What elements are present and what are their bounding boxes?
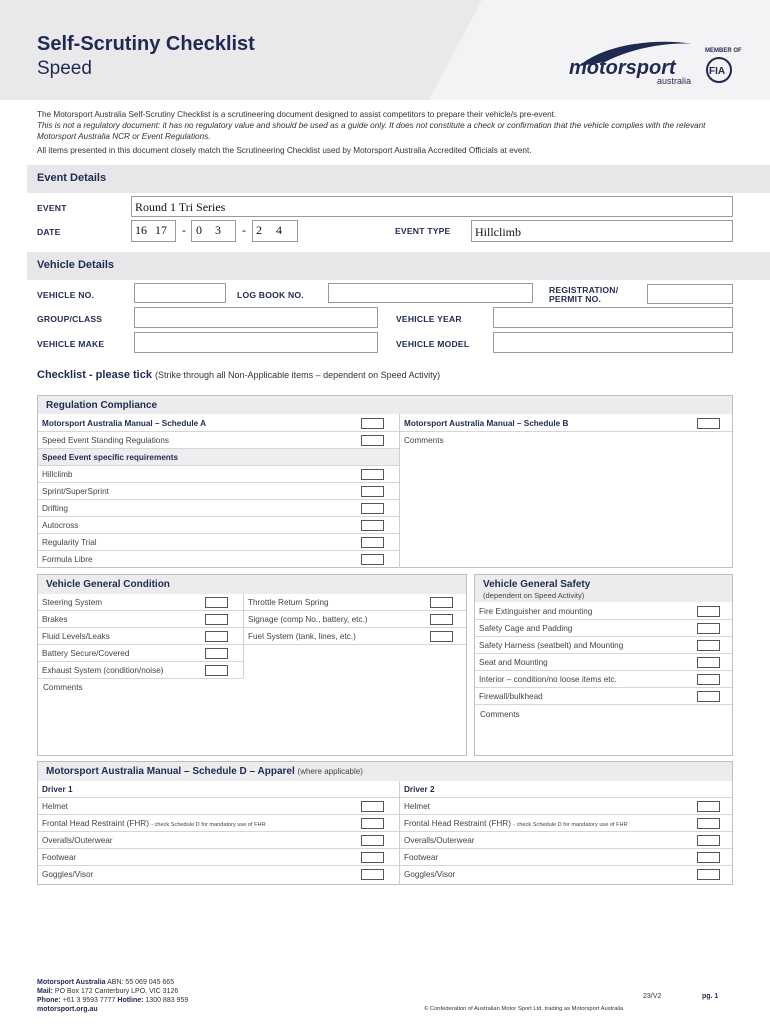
checklist-title-text: Checklist - please tick <box>37 369 152 381</box>
throttle-label: Throttle Return Spring <box>248 598 329 607</box>
vehicle-year-label: VEHICLE YEAR <box>396 314 462 324</box>
event-value: Round 1 Tri Series <box>135 200 226 214</box>
regulation-comments-area[interactable] <box>400 446 732 567</box>
d2-fhr-checkbox[interactable] <box>697 818 720 829</box>
battery-checkbox[interactable] <box>205 648 228 659</box>
sprint-row <box>38 483 399 500</box>
schedule-b-label: Motorsport Australia Manual – Schedule B <box>404 419 569 428</box>
cage-label: Safety Cage and Padding <box>479 624 573 633</box>
date-month-1: 0 <box>196 223 202 237</box>
date-sep-1: - <box>182 223 186 237</box>
d1-footwear-checkbox[interactable] <box>361 852 384 863</box>
date-sep-2: - <box>242 223 246 237</box>
extinguisher-row <box>475 603 732 620</box>
schedule-a-checkbox[interactable] <box>361 418 384 429</box>
throttle-checkbox[interactable] <box>430 597 453 608</box>
exhaust-checkbox[interactable] <box>205 665 228 676</box>
steering-checkbox[interactable] <box>205 597 228 608</box>
standing-regs-row <box>38 432 399 449</box>
interior-checkbox[interactable] <box>697 674 720 685</box>
member-of-label: MEMBER OF <box>705 48 742 54</box>
fuel-label: Fuel System (tank, lines, etc.) <box>248 632 356 641</box>
formula-libre-label: Formula Libre <box>42 555 93 564</box>
footer-website-link[interactable]: motorsport.org.au <box>37 1006 98 1013</box>
interior-label: Interior – condition/no loose items etc. <box>479 675 617 684</box>
firewall-label: Firewall/bulkhead <box>479 692 543 701</box>
regularity-row <box>38 534 399 551</box>
footer-copyright: © Confederation of Australian Motor Sport Ltd. trading as Motorsport Australia <box>424 1006 624 1012</box>
extinguisher-label: Fire Extinguisher and mounting <box>479 607 593 616</box>
footer-org: Motorsport Australia <box>37 979 106 986</box>
d1-fhr-row <box>38 815 399 832</box>
seat-row <box>475 654 732 671</box>
schedule-a-label: Motorsport Australia Manual – Schedule A <box>42 419 207 428</box>
d1-goggles-label: Goggles/Visor <box>42 870 94 879</box>
permit-label: PERMIT NO. <box>549 294 602 304</box>
date-year-1: 2 <box>256 223 262 237</box>
d2-footwear-checkbox[interactable] <box>697 852 720 863</box>
sprint-label: Sprint/SuperSprint <box>42 487 109 496</box>
steering-label: Steering System <box>42 598 103 607</box>
safety-comments-area[interactable] <box>475 720 732 755</box>
drifting-row <box>38 500 399 517</box>
checklist-title <box>37 369 440 381</box>
d1-helmet-checkbox[interactable] <box>361 801 384 812</box>
registration-field[interactable] <box>647 284 733 304</box>
d2-fhr-row <box>400 815 732 832</box>
d2-goggles-checkbox[interactable] <box>697 869 720 880</box>
page-subtitle: Speed <box>37 58 92 79</box>
d1-fhr-label: Frontal Head Restraint (FHR) <box>42 819 149 828</box>
seat-checkbox[interactable] <box>697 657 720 668</box>
brakes-checkbox[interactable] <box>205 614 228 625</box>
date-month-2: 3 <box>215 223 221 237</box>
drifting-label: Drifting <box>42 504 68 513</box>
cage-row <box>475 620 732 637</box>
date-day-2: 17 <box>155 223 167 237</box>
regularity-label: Regularity Trial <box>42 538 97 547</box>
brakes-label: Brakes <box>42 615 68 624</box>
signage-label: Signage (comp No., battery, etc.) <box>248 615 368 624</box>
general-safety-title: Vehicle General Safety <box>483 579 591 590</box>
intro-text <box>37 109 737 156</box>
signage-checkbox[interactable] <box>430 614 453 625</box>
autocross-checkbox[interactable] <box>361 520 384 531</box>
d2-overalls-label: Overalls/Outerwear <box>404 836 475 845</box>
registration-label: REGISTRATION/ <box>549 285 619 295</box>
interior-row <box>475 671 732 688</box>
formula-libre-checkbox[interactable] <box>361 554 384 565</box>
fia-text: FIA <box>709 66 726 77</box>
logo-subtext: australia <box>657 76 692 86</box>
vehicle-model-label: VEHICLE MODEL <box>396 339 470 349</box>
schedule-b-row <box>400 415 732 432</box>
apparel-note: (where applicable) <box>297 767 363 776</box>
general-safety-sub: (dependent on Speed Activity) <box>483 591 585 600</box>
exhaust-label: Exhaust System (condition/noise) <box>42 666 164 675</box>
d1-overalls-label: Overalls/Outerwear <box>42 836 113 845</box>
d2-fhr-note: - check Schedule D for mandatory use of FHR <box>513 822 628 828</box>
vehicle-year-field[interactable] <box>493 307 733 328</box>
regulation-comments-label: Comments <box>404 436 444 445</box>
d2-footwear-label: Footwear <box>404 853 439 862</box>
d2-footwear-row <box>400 849 732 866</box>
d2-overalls-row <box>400 832 732 849</box>
footer-hotline-label: Hotline: <box>117 997 144 1004</box>
page-title: Self-Scrutiny Checklist <box>37 33 255 55</box>
regularity-checkbox[interactable] <box>361 537 384 548</box>
regulation-compliance-header: Regulation Compliance <box>38 396 732 414</box>
d1-overalls-checkbox[interactable] <box>361 835 384 846</box>
event-type-value: Hillclimb <box>475 225 521 239</box>
date-day-1: 16 <box>135 223 147 237</box>
hillclimb-label: Hillclimb <box>42 470 73 479</box>
harness-label: Safety Harness (seatbelt) and Mounting <box>479 641 624 650</box>
autocross-row <box>38 517 399 534</box>
group-class-label: GROUP/CLASS <box>37 314 103 324</box>
hillclimb-checkbox[interactable] <box>361 469 384 480</box>
footer-mail: PO Box 172 Canterbury LPO, VIC 3126 <box>54 988 179 995</box>
driver1-label: Driver 1 <box>42 785 73 794</box>
formula-libre-row <box>38 551 399 568</box>
general-safety-header <box>475 575 732 602</box>
d2-helmet-checkbox[interactable] <box>697 801 720 812</box>
d1-footwear-label: Footwear <box>42 853 77 862</box>
d1-goggles-checkbox[interactable] <box>361 869 384 880</box>
checklist-note: (Strike through all Non-Applicable items – dependent on Speed Activity) <box>155 370 441 380</box>
logbook-field[interactable] <box>328 283 533 303</box>
standing-regs-label: Speed Event Standing Regulations <box>42 436 169 445</box>
event-type-label: EVENT TYPE <box>395 226 451 236</box>
d1-helmet-label: Helmet <box>42 802 68 811</box>
vehicle-no-label: VEHICLE NO. <box>37 290 95 300</box>
drifting-checkbox[interactable] <box>361 503 384 514</box>
firewall-checkbox[interactable] <box>697 691 720 702</box>
footer-phone-label: Phone: <box>37 997 61 1004</box>
logbook-label: LOG BOOK NO. <box>237 290 304 300</box>
d2-goggles-row <box>400 866 732 883</box>
d2-helmet-row <box>400 798 732 815</box>
footer-phone: +61 3 9593 7777 <box>62 997 116 1004</box>
harness-row <box>475 637 732 654</box>
footer-abn: ABN: 55 069 045 665 <box>107 979 175 986</box>
vehicle-make-label: VEHICLE MAKE <box>37 339 105 349</box>
firewall-row <box>475 688 732 705</box>
schedule-a-row <box>38 415 399 432</box>
date-label: DATE <box>37 227 61 237</box>
driver1-row <box>38 781 399 798</box>
cage-checkbox[interactable] <box>697 623 720 634</box>
safety-comments-label: Comments <box>480 710 520 719</box>
footer-page-number: pg. 1 <box>702 993 719 1000</box>
vehicle-details-title: Vehicle Details <box>37 259 115 271</box>
d2-goggles-label: Goggles/Visor <box>404 870 456 879</box>
event-field[interactable] <box>131 196 733 217</box>
autocross-label: Autocross <box>42 521 79 530</box>
footer-version: 23/V2 <box>643 993 662 1000</box>
logo-wordmark: motorsport <box>569 57 676 79</box>
seat-label: Seat and Mounting <box>479 658 548 667</box>
specific-reqs-row <box>38 449 399 466</box>
harness-checkbox[interactable] <box>697 640 720 651</box>
apparel-title: Motorsport Australia Manual – Schedule D – Apparel <box>46 766 295 777</box>
d1-overalls-row <box>38 832 399 849</box>
d2-fhr-label: Frontal Head Restraint (FHR) <box>404 819 511 828</box>
vehicle-model-field[interactable] <box>493 332 733 353</box>
general-condition-header: Vehicle General Condition <box>38 575 466 594</box>
d1-footwear-row <box>38 849 399 866</box>
condition-comments-area[interactable] <box>38 694 466 755</box>
fluid-checkbox[interactable] <box>205 631 228 642</box>
intro-paragraph-2: This is not a regulatory document: it has no regulatory value and should be used as a guide only. It does not constitute a check or confirmation that the vehicle complies with the relevant Motorsport Australia NCR or Event Regulations. <box>37 121 706 141</box>
hillclimb-row <box>38 466 399 483</box>
sprint-checkbox[interactable] <box>361 486 384 497</box>
footer-hotline: 1300 883 959 <box>145 997 189 1004</box>
d1-fhr-checkbox[interactable] <box>361 818 384 829</box>
footer-contact <box>37 978 188 1014</box>
fluid-label: Fluid Levels/Leaks <box>42 632 110 641</box>
standing-regs-checkbox[interactable] <box>361 435 384 446</box>
vehicle-make-field[interactable] <box>134 332 378 353</box>
group-class-field[interactable] <box>134 307 378 328</box>
d1-goggles-row <box>38 866 399 883</box>
date-year-2: 4 <box>276 223 282 237</box>
condition-comments-label: Comments <box>43 683 83 692</box>
extinguisher-checkbox[interactable] <box>697 606 720 617</box>
battery-label: Battery Secure/Covered <box>42 649 130 658</box>
specific-reqs-label: Speed Event specific requirements <box>42 453 179 462</box>
footer-mail-label: Mail: <box>37 988 53 995</box>
schedule-b-checkbox[interactable] <box>697 418 720 429</box>
vehicle-details-bar <box>27 252 770 280</box>
event-details-title: Event Details <box>37 172 107 184</box>
fuel-checkbox[interactable] <box>430 631 453 642</box>
vehicle-no-field[interactable] <box>134 283 226 303</box>
driver2-label: Driver 2 <box>404 785 435 794</box>
apparel-header <box>38 762 732 781</box>
motorsport-australia-logo <box>565 36 745 86</box>
event-type-field[interactable] <box>471 220 733 242</box>
event-details-bar <box>27 165 770 193</box>
d2-helmet-label: Helmet <box>404 802 430 811</box>
driver2-row <box>400 781 732 798</box>
intro-paragraph-3: All items presented in this document closely match the Scrutineering Checklist used by Motorsport Australia Accredited Officials at event. <box>37 146 532 155</box>
event-label: EVENT <box>37 203 67 213</box>
d1-fhr-note: - check Schedule D for mandatory use of FHR <box>151 822 266 828</box>
intro-paragraph-1: The Motorsport Australia Self-Scrutiny Checklist is a scrutineering document designed to assist competitors to prepare their vehicle/s pre-event. <box>37 110 557 119</box>
d2-overalls-checkbox[interactable] <box>697 835 720 846</box>
d1-helmet-row <box>38 798 399 815</box>
